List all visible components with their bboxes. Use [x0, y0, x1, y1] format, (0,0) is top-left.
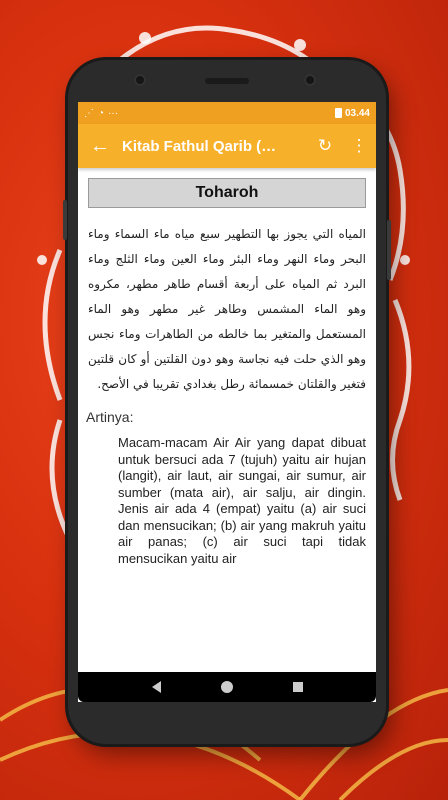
status-dots: ···	[108, 107, 119, 119]
translation-text: Macam-macam Air Air yang dapat dibuat untuk bersuci ada 7 (tujuh) yaitu air hujan (langit), air laut, air sungai, air sumur, air sumber (mata air), air salju, air dingin. Jenis air ada 4 (empat) yaitu (a) air suci dan mensucikan; (b) air yang makruh yaitu air panas; (c) air suci tapi tidak mensucikan yaitu air	[118, 435, 366, 566]
app-bar	[78, 124, 376, 168]
front-camera	[304, 74, 316, 86]
navigation-bar	[78, 672, 376, 702]
volume-button	[63, 200, 67, 240]
phone-frame	[68, 60, 386, 744]
content-scroll[interactable]	[78, 168, 376, 702]
front-sensor	[134, 74, 146, 86]
status-time: 03.44	[344, 107, 370, 119]
phone-screen	[78, 102, 376, 702]
battery-icon	[335, 108, 342, 118]
status-icons-left	[84, 108, 118, 119]
nav-back-icon[interactable]	[152, 681, 161, 693]
nav-recents-icon[interactable]	[293, 682, 303, 692]
app-title: Kitab Fathul Qarib (…	[122, 137, 277, 155]
power-button	[387, 220, 391, 280]
refresh-icon[interactable]: ↻	[317, 136, 333, 155]
more-vert-icon[interactable]: ⋮	[350, 136, 368, 155]
section-heading: Toharoh	[88, 178, 366, 208]
arabic-text: المياه التي يجوز بها التطهير سبع مياه ماء السماء وماء البحر وماء النهر وماء البئر وماء العين وماء الثلج وماء البرد ثم المياه على أربعة أقسام طاهر مطهر، مكروه وهو الماء المشمس وطاهر غير مطهر وهو الماء المستعمل والمتغير بما خالطه من الطاهرات وماء نجس وهو الذي حلت فيه نجاسة وهو دون القلتين أو كان قلتين فتغير والقلتان خمسمائة رطل بغدادي تقريبا في الأصح.	[88, 227, 366, 391]
wifi-icon: ◔	[98, 107, 105, 119]
artinya-label: Artinya:	[86, 409, 134, 425]
status-bar	[78, 102, 376, 124]
phone-speaker	[205, 78, 249, 84]
nav-home-icon[interactable]	[221, 681, 233, 693]
arrow-left-icon[interactable]: ←	[90, 134, 110, 157]
signal-icon: ⋰	[84, 107, 94, 119]
status-icons-right	[335, 108, 370, 119]
